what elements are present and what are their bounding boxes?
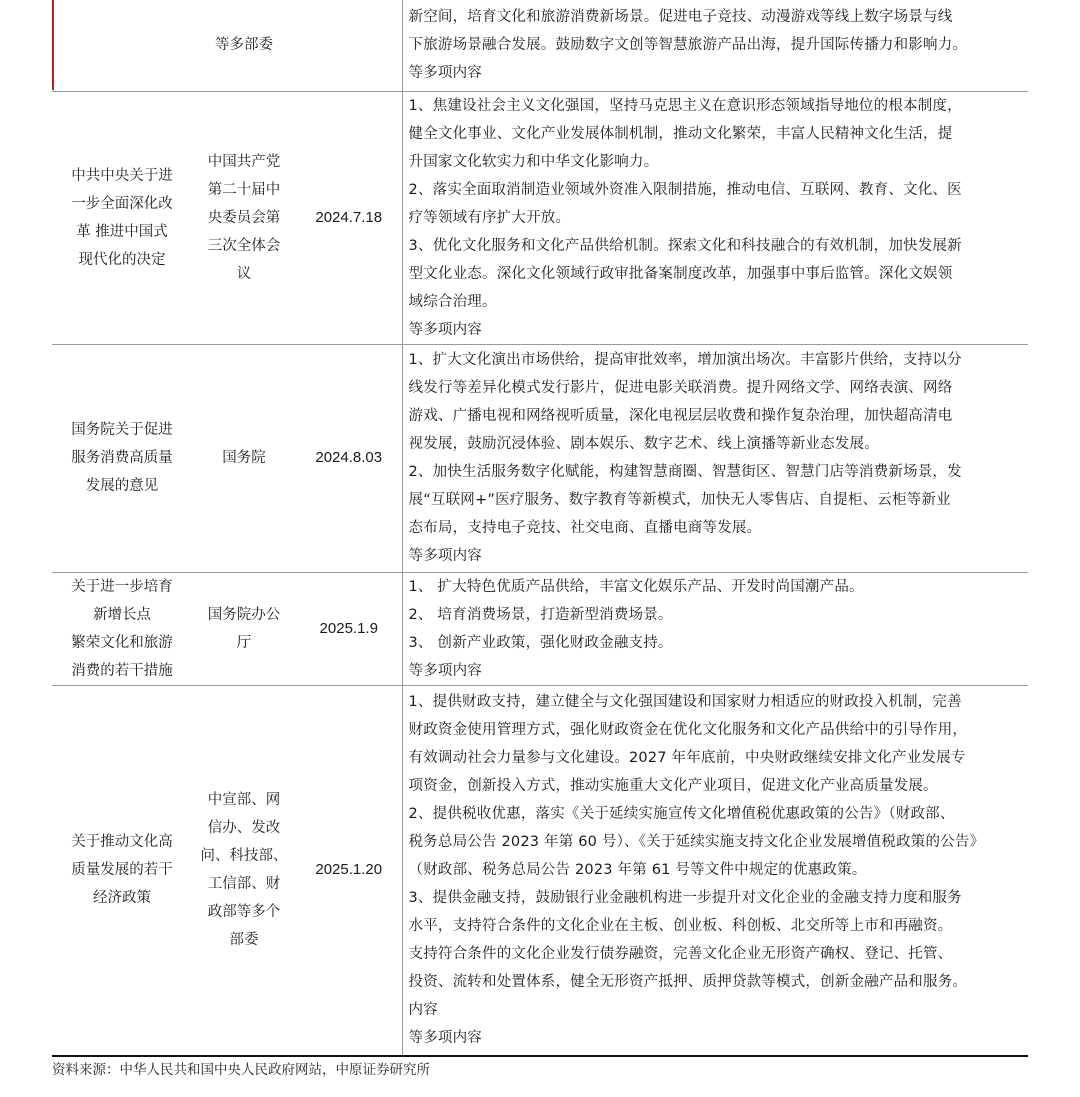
content-line: 疗等领域有序扩大开放。 [408,209,571,226]
issuer-cell-line: 国务院办公 [207,606,281,623]
issuer-cell-text [208,148,281,288]
content-line: 1、扩大文化演出市场供给，提高审批效率，增加演出场次。丰富影片供给，支持以分 [408,352,962,368]
content-line: 投资、流转和处置体系，健全无形资产抵押、质押贷款等模式，创新金融产品和服务。 [408,974,968,991]
issuer-cell-line: 厅 [236,634,252,651]
table-row [52,91,1028,344]
date-text: 2024.8.03 [315,449,383,466]
content-line: 1、焦建设社会主义文化强国，坚持马克思主义在意识形态领域指导地位的根本制度， [408,97,962,114]
date-text: 2025.1.9 [319,619,378,637]
issuer-cell-line: 中宣部、网 [207,792,281,809]
policy-name-cell-line: 服务消费高质量 [71,450,173,466]
date-cell [296,0,402,91]
content-line: 线发行等差异化模式发行影片，促进电影关联消费。提升网络文学、网络表演、网络 [408,380,953,396]
content-line: （财政部、税务总局公告 2023 年第 61 号等文件中规定的优惠政策。 [408,862,867,879]
content-line: 视发展，鼓励沉浸体验、剧本娱乐、数字艺术、线上演播等新业态发展。 [408,436,879,452]
content-line: 2、落实全面取消制造业领域外资准入限制措施，推动电信、互联网、教育、文化、医 [408,181,962,198]
content-line: 3、优化文化服务和文化产品供给机制。探索文化和科技融合的有效机制，加快发展新 [408,237,962,254]
content-line: 新空间，培育文化和旅游消费新场景。促进电子竞技、动漫游戏等线上数字场景与线 [408,9,953,26]
date-cell [296,685,402,1056]
issuer-cell-text [222,444,266,472]
issuer-cell-line: 工信部、财 [207,876,281,893]
issuer-cell [192,685,296,1056]
policy-name-cell [52,572,192,685]
table-row [52,0,1028,91]
content-cell [402,572,1028,685]
issuer-cell-line: 第二十届中 [207,181,281,198]
date-text: 2025.1.20 [315,861,383,879]
content-cell [402,0,1028,91]
issuer-cell [192,344,296,572]
policy-name-cell-line: 现代化的决定 [78,251,166,268]
policy-name-cell-line: 消费的若干措施 [71,662,173,679]
policy-name-cell-text [71,828,173,912]
content-line: 税务总局公告 2023 年第 60 号）、《关于延续实施支持文化企业发展增值税政策的公告》 [408,834,985,851]
content-line: 有效调动社会力量参与文化建设。2027 年年底前，中央财政继续安排文化产业发展专 [408,750,966,767]
content-line: 3、 创新产业政策，强化财政金融支持。 [408,634,673,651]
policy-name-cell-line: 关于进一步培育 [71,578,173,595]
issuer-cell-line: 三次全体会 [207,237,281,254]
policy-name-cell-line: 新增长点 [93,606,151,623]
issuer-cell-line: 央委员会第 [207,209,281,226]
content-cell [402,91,1028,344]
issuer-cell-text [201,786,288,954]
issuer-cell-line: 中国共产党 [207,153,281,170]
issuer-cell-line: 信办、发改 [207,820,281,837]
policy-name-cell [52,344,192,572]
issuer-cell [192,0,296,91]
content-line: 态布局，支持电子竞技、社交电商、直播电商等发展。 [408,520,762,536]
policy-name-cell-line: 质量发展的若干 [71,862,173,879]
content-line: 域综合治理。 [408,293,497,310]
policy-name-cell-text [71,162,173,274]
policy-name-cell [52,91,192,344]
source-note: 资料来源：中华人民共和国中央人民政府网站，中原证券研究所 [52,1062,430,1078]
policy-table [52,0,1028,1057]
content-line: 水平，支持符合条件的文化企业在主板、创业板、科创板、北交所等上市和再融资。 [408,918,953,935]
date-cell [296,572,402,685]
policy-table-body [52,0,1028,1056]
table-row [52,572,1028,685]
content-cell [402,685,1028,1056]
content-line: 展“互联网+”医疗服务、数字教育等新模式，加快无人零售店、自提柜、云柜等新业 [408,492,951,508]
content-line: 等多项内容 [408,65,482,82]
content-line: 等多项内容 [408,548,482,564]
policy-name-cell-line: 繁荣文化和旅游 [71,634,173,651]
policy-name-cell-line: 关于推动文化高 [71,834,173,851]
date-text: 2024.7.18 [315,208,383,226]
content-line: 等多项内容 [408,662,482,679]
policy-name-cell-line: 国务院关于促进 [71,422,173,438]
issuer-cell-line: 政部等多个 [207,904,281,921]
content-line: 1、 扩大特色优质产品供给，丰富文化娱乐产品、开发时尚国潮产品。 [408,578,864,595]
content-line: 项资金，创新投入方式，推动实施重大文化产业项目，促进文化产业高质量发展。 [408,778,938,795]
content-line: 等多项内容 [408,321,482,338]
content-line: 2、加快生活服务数字化赋能，构建智慧商圈、智慧街区、智慧门店等消费新场景，发 [408,464,962,480]
policy-name-cell-text [71,416,173,500]
content-line: 2、提供税收优惠，落实《关于延续实施宣传文化增值税优惠政策的公告》（财政部、 [408,806,955,823]
content-line: 3、提供金融支持，鼓励银行业金融机构进一步提升对文化企业的金融支持力度和服务 [408,890,962,907]
policy-name-cell [52,0,192,91]
issuer-cell-line: 国务院 [222,450,266,466]
issuer-cell-line: 部委 [229,932,259,949]
policy-name-cell [52,685,192,1056]
policy-name-cell-line: 发展的意见 [85,478,159,494]
content-line: 升国家文化软实力和中华文化影响力。 [408,153,659,170]
date-cell [296,344,402,572]
issuer-cell-text [215,31,273,59]
policy-name-cell-line: 一步全面深化改 [71,195,173,212]
issuer-cell [192,91,296,344]
content-line: 等多项内容 [408,1030,482,1047]
issuer-cell-line: 等多部委 [215,37,273,54]
content-line: 下旅游场景融合发展。鼓励数字文创等智慧旅游产品出海，提升国际传播力和影响力。 [408,37,968,54]
content-line: 游戏、广播电视和网络视听质量，深化电视层层收费和操作复杂治理，加快超高清电 [408,408,953,424]
date-cell [296,91,402,344]
content-line: 1、提供财政支持，建立健全与文化强国建设和国家财力相适应的财政投入机制，完善 [408,694,962,711]
issuer-cell [192,572,296,685]
content-line: 型文化业态。深化文化领域行政审批备案制度改革，加强事中事后监管。深化文娱领 [408,265,953,282]
issuer-cell-line: 议 [236,265,252,282]
issuer-cell-line: 问、科技部、 [200,848,288,865]
table-row [52,685,1028,1056]
content-cell [402,344,1028,572]
policy-name-cell-line: 经济政策 [93,890,151,907]
content-line: 支持符合条件的文化企业发行债券融资，完善文化企业无形资产确权、登记、托管、 [408,946,953,963]
policy-name-cell-line: 中共中央关于进 [71,167,173,184]
policy-name-cell-text [71,573,173,685]
policy-name-cell-line: 革 推进中国式 [76,223,168,240]
table-row [52,344,1028,572]
content-line: 财政资金使用管理方式，强化财政资金在优化文化服务和文化产品供给中的引导作用， [408,722,968,739]
content-line: 2、 培育消费场景，打造新型消费场景。 [408,606,673,623]
content-line: 内容 [408,1002,438,1019]
content-line: 健全文化事业、文化产业发展体制机制，推动文化繁荣，丰富人民精神文化生活，提 [408,125,953,142]
issuer-cell-text [208,601,281,657]
